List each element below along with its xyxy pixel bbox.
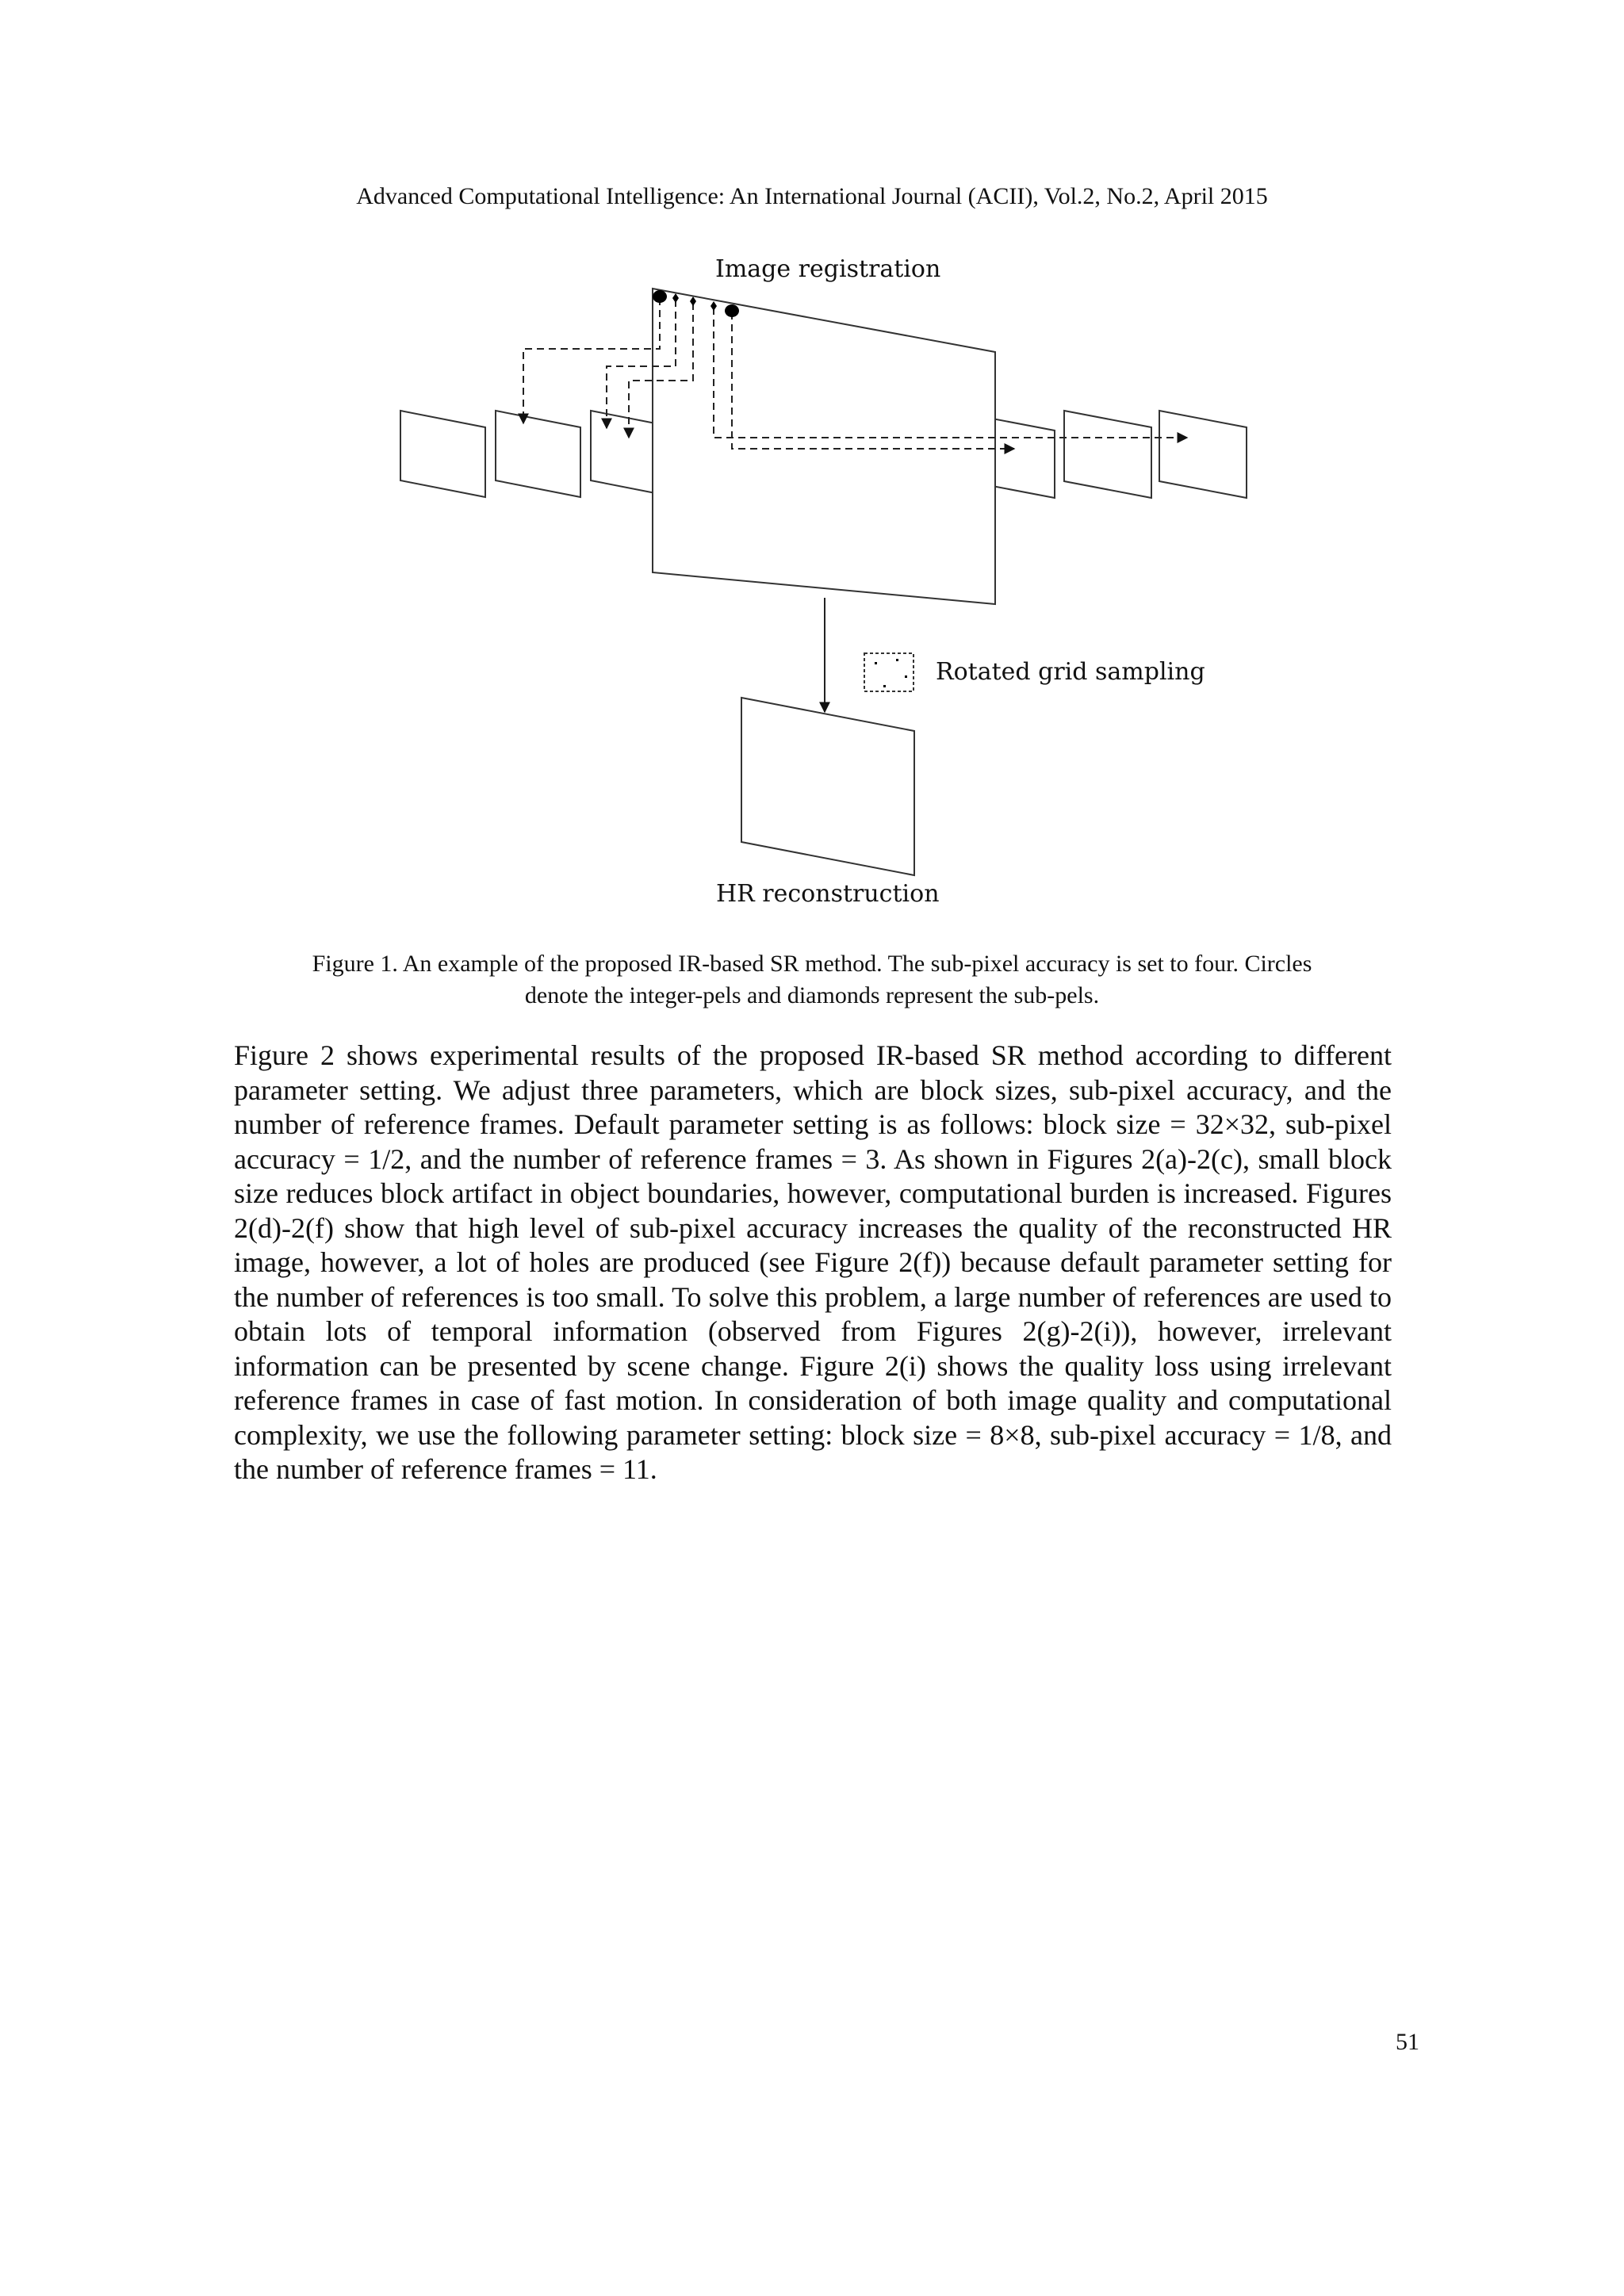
lr-frame-right-3: [1159, 411, 1247, 498]
body-paragraph: Figure 2 shows experimental results of the proposed IR-based SR method according to different parameter setting. We adjust three parameters, which are block sizes, sub-pixel accuracy, and the number of reference frames. Default parameter setting is as follows: block size = 32×32, sub-pixel accuracy = 1/2, and the number of reference frames = 3. As shown in Figures 2(a)-2(c), small block size reduces block artifact in object boundaries, however, computational burden is increased. Figures 2(d)-2(f) show that high level of sub-pixel accuracy increases the quality of the reconstructed HR image, however, a lot of holes are produced (see Figure 2(f)) because default parameter setting for the number of references is too small. To solve this problem, a large number of references are used to obtain lots of temporal information (observed from Figures 2(g)-2(i)), however, irrelevant information can be presented by scene change. Figure 2(i) shows the quality loss using irrelevant reference frames in case of fast motion. In consideration of both image quality and computational complexity, we use the following parameter setting: block size = 8×8, sub-pixel accuracy = 1/8, and the number of reference frames = 11.: [234, 1039, 1392, 1485]
page-number: 51: [1396, 2029, 1419, 2055]
motion-vector-frame-1: [523, 298, 660, 423]
integer-pel-circle-2: [725, 304, 739, 317]
ir-sr-diagram: [0, 246, 1624, 920]
hr-registration-frame: [653, 289, 995, 604]
lr-frame-right-2: [1064, 411, 1151, 498]
rotated-grid-sampling-icon: [864, 653, 914, 691]
caption-line-2: denote the integer-pels and diamonds represent the sub-pels.: [524, 982, 1100, 1008]
integer-pel-circle-1: [653, 290, 667, 303]
label-image-registration: Image registration: [715, 255, 941, 283]
running-header: Advanced Computational Intelligence: An International Journal (ACII), Vol.2, No.2, April 2015: [356, 183, 1268, 209]
lr-frame-left-2: [496, 411, 580, 497]
figure-1-diagram: [0, 246, 1624, 920]
caption-line-1: Figure 1. An example of the proposed IR-based SR method. The sub-pixel accuracy is set to four. Circles: [312, 951, 1312, 977]
lr-frame-left-1: [400, 411, 485, 497]
label-rotated-grid-sampling: Rotated grid sampling: [936, 658, 1205, 686]
hr-reconstruction-frame: [741, 698, 914, 875]
figure-1-caption: [230, 948, 1394, 1012]
label-hr-reconstruction: HR reconstruction: [716, 880, 940, 908]
